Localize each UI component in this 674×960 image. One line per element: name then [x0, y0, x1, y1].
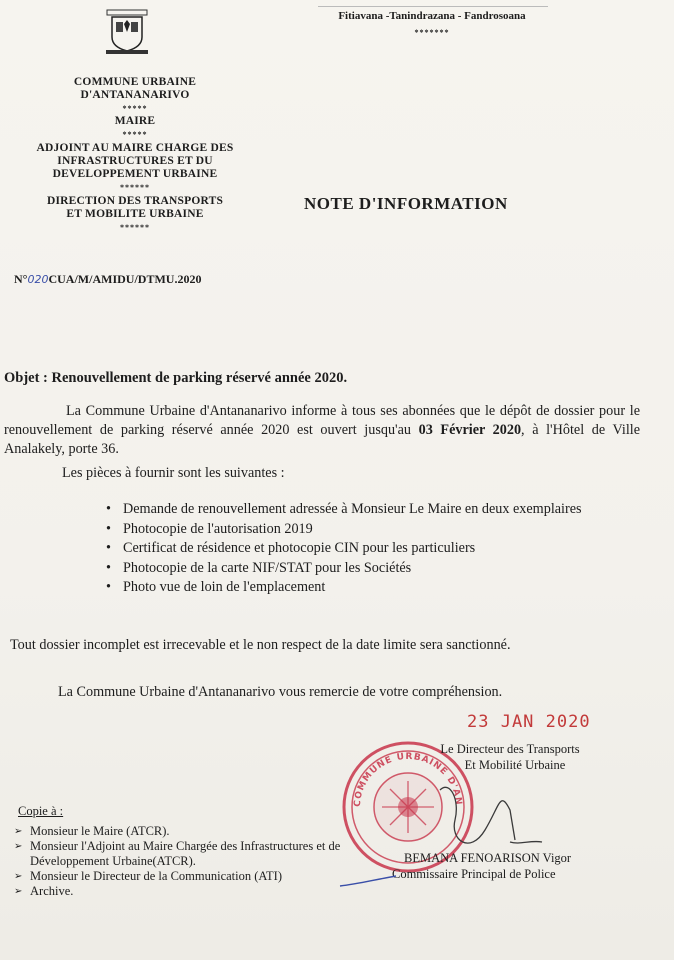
header-top-rule	[318, 0, 548, 7]
list-item: ➢ Monsieur le Maire (ATCR).	[14, 824, 374, 839]
motto-stars: *******	[414, 28, 450, 37]
issuer-line-maire: MAIRE	[114, 115, 156, 127]
ref-suffix: CUA/M/AMIDU/DTMU.2020	[48, 272, 202, 286]
list-item: ➢ Monsieur l'Adjoint au Maire Chargée des Infrastructures et de Développement Urbaine(ATCR).	[14, 839, 360, 869]
copies-heading: Copie à :	[18, 804, 64, 818]
issuer-line-city: D'ANTANANARIVO	[80, 89, 190, 101]
issuer-line-dev: DEVELOPPEMENT URBAINE	[52, 168, 218, 180]
copies-section	[14, 804, 374, 899]
signatory-title-line1: Le Directeur des Transports	[440, 742, 580, 756]
subject-line: Objet : Renouvellement de parking réservé année 2020.	[4, 370, 348, 386]
issuer-line-direction: DIRECTION DES TRANSPORTS	[46, 195, 224, 207]
signatory-title	[410, 741, 610, 773]
signatory-block	[392, 850, 602, 882]
incomplete-warning: Tout dossier incomplet est irrecevable et le non respect de la date limite sera sanctionné.	[10, 637, 511, 653]
signatory-name: BEMANA FENOARISON Vigor	[404, 851, 572, 865]
document-title: NOTE D'INFORMATION	[304, 194, 508, 213]
issuer-stars: ******	[120, 183, 150, 192]
deadline-date: 03 Février 2020	[418, 422, 522, 438]
closing-thanks: La Commune Urbaine d'Antananarivo vous remercie de votre compréhension.	[58, 684, 503, 700]
ref-prefix: N°	[14, 272, 28, 286]
announcement-location: , à l'Hôtel de Ville Analakely, porte 36.	[4, 422, 641, 457]
reference-number	[14, 272, 201, 287]
coat-of-arms-logo	[104, 8, 150, 56]
motto: Fitiavana -Tanindrazana - Fandrosoana	[338, 10, 526, 22]
documents-intro: Les pièces à fournir sont les suivantes :	[62, 465, 285, 481]
issuer-line-commune: COMMUNE URBAINE	[73, 76, 197, 88]
issuer-line-infra: INFRASTRUCTURES ET DU	[57, 155, 213, 167]
issuer-stars: *****	[122, 130, 148, 139]
announcement-text: La Commune Urbaine d'Antananarivo informe à tous ses abonnées que le dépôt de dossier pour le renouvellement de parking réservé année 2020 est ouvert jusqu'au	[4, 403, 640, 438]
list-item: • Certificat de résidence et photocopie CIN pour les particuliers	[123, 539, 633, 559]
issuer-line-adjoint: ADJOINT AU MAIRE CHARGE DES	[36, 142, 234, 154]
issuer-block	[10, 76, 260, 234]
issuer-stars: *****	[122, 104, 148, 113]
list-item: • Photocopie de l'autorisation 2019	[123, 520, 633, 540]
signatory-title-line2: Et Mobilité Urbaine	[464, 758, 566, 772]
signatory-rank: Commissaire Principal de Police	[392, 867, 556, 881]
date-stamp: 23 JAN 2020	[467, 712, 591, 732]
copies-list	[14, 824, 374, 899]
pen-mark	[338, 874, 398, 888]
required-documents-list	[123, 500, 633, 598]
issuer-stars: ******	[120, 223, 150, 232]
list-item: • Photocopie de la carte NIF/STAT pour les Sociétés	[123, 559, 633, 579]
announcement-paragraph	[4, 402, 640, 459]
issuer-line-mobilite: ET MOBILITE URBAINE	[66, 208, 204, 220]
seal-lettering: COMMUNE URBAINE D'AN	[352, 751, 464, 808]
list-item: • Photo vue de loin de l'emplacement	[123, 578, 633, 598]
list-item: ➢ Monsieur le Directeur de la Communication (ATI)	[14, 869, 374, 884]
ref-handwritten-number: 020	[27, 273, 49, 286]
handwritten-signature	[430, 770, 550, 860]
list-item: • Demande de renouvellement adressée à Monsieur Le Maire en deux exemplaires	[123, 500, 633, 520]
list-item: ➢ Archive.	[14, 884, 374, 899]
